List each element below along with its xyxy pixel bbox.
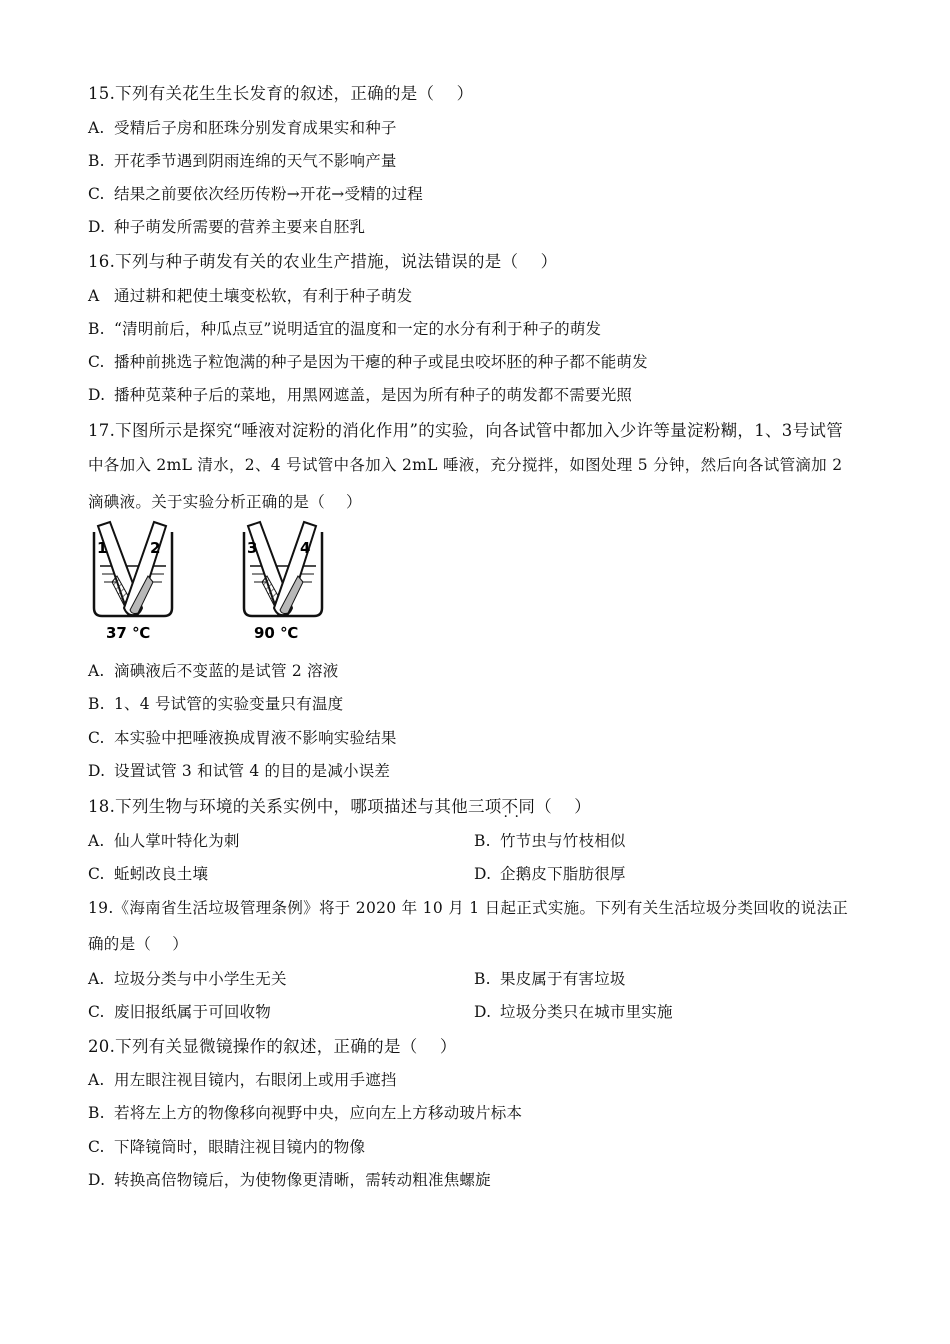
q17-option-c: C. 本实验中把唾液换成胃液不影响实验结果 <box>88 729 397 747</box>
emphasis-dots: 不同 · · <box>502 797 536 816</box>
q16-option-a: A 通过耕和耙使土壤变松软，有利于种子萌发 <box>88 287 413 305</box>
temperature-label-37: 37 ℃ <box>106 624 151 642</box>
q16-option-b: B. “清明前后，种瓜点豆”说明适宜的温度和一定的水分有利于种子的萌发 <box>88 320 602 338</box>
q15-option-b: B. 开花季节遇到阴雨连绵的天气不影响产量 <box>88 152 397 170</box>
beakers-diagram <box>86 520 326 645</box>
tube-label-2: 2 <box>150 539 161 557</box>
question-19-stem-line-1: 19.《海南省生活垃圾管理条例》将于 2020 年 10 月 1 日起正式实施。下列有关生活垃圾分类回收的说法正 <box>88 899 849 917</box>
q20-option-c: C. 下降镜筒时，眼睛注视目镜内的物像 <box>88 1138 366 1156</box>
question-20-stem: 20.下列有关显微镜操作的叙述，正确的是（ ） <box>88 1037 457 1056</box>
question-17-stem-line-1: 17.下图所示是探究“唾液对淀粉的消化作用”的实验，向各试管中都加入少许等量淀粉糊，1、3号试管 <box>88 421 844 440</box>
q15-option-c: C. 结果之前要依次经历传粉→开花→受精的过程 <box>88 185 423 203</box>
q16-option-d: D. 播种苋菜种子后的菜地，用黑网遮盖，是因为所有种子的萌发都不需要光照 <box>88 386 633 404</box>
q18-option-c: C. 蚯蚓改良土壤 <box>88 865 209 883</box>
q15-option-a: A. 受精后子房和胚珠分别发育成果实和种子 <box>88 119 397 137</box>
q20-option-b: B. 若将左上方的物像移向视野中央，应向左上方移动玻片标本 <box>88 1104 523 1122</box>
beaker-37 <box>94 522 172 616</box>
q20-option-a: A. 用左眼注视目镜内，右眼闭上或用手遮挡 <box>88 1071 397 1089</box>
tube-label-1: 1 <box>97 539 108 557</box>
q18-option-d: D. 企鹅皮下脂肪很厚 <box>474 865 626 883</box>
experiment-figure <box>86 520 326 645</box>
q16-option-c: C. 播种前挑选子粒饱满的种子是因为干瘪的种子或昆虫咬坏胚的种子都不能萌发 <box>88 353 648 371</box>
question-17-stem-line-3: 滴碘液。关于实验分析正确的是（ ） <box>88 493 362 511</box>
question-19-stem-line-2: 确的是（ ） <box>88 935 189 953</box>
q15-option-d: D. 种子萌发所需要的营养主要来自胚乳 <box>88 218 366 236</box>
q17-option-a: A. 滴碘液后不变蓝的是试管 2 溶液 <box>88 662 339 680</box>
tube-label-4: 4 <box>300 539 311 557</box>
q19-option-c: C. 废旧报纸属于可回收物 <box>88 1003 272 1021</box>
question-16-stem: 16.下列与种子萌发有关的农业生产措施，说法错误的是（ ） <box>88 252 558 271</box>
q17-option-b: B. 1、4 号试管的实验变量只有温度 <box>88 695 344 713</box>
tube-label-3: 3 <box>247 539 258 557</box>
q17-option-d: D. 设置试管 3 和试管 4 的目的是减小误差 <box>88 762 391 780</box>
q18-option-a: A. 仙人掌叶特化为刺 <box>88 832 240 850</box>
temperature-label-90: 90 ℃ <box>254 624 299 642</box>
q19-option-d: D. 垃圾分类只在城市里实施 <box>474 1003 673 1021</box>
question-17-stem-line-2: 中各加入 2mL 清水，2、4 号试管中各加入 2mL 唾液，充分搅拌，如图处理 5 分钟，然后向各试管滴加 2 <box>88 456 843 474</box>
q19-option-a: A. 垃圾分类与中小学生无关 <box>88 970 287 988</box>
q20-option-d: D. 转换高倍物镜后，为使物像更清晰，需转动粗准焦螺旋 <box>88 1171 491 1189</box>
q19-option-b: B. 果皮属于有害垃圾 <box>474 970 626 988</box>
question-15-stem: 15.下列有关花生生长发育的叙述，正确的是（ ） <box>88 84 474 103</box>
beaker-90 <box>244 522 322 616</box>
question-18-stem: 18.下列生物与环境的关系实例中，哪项描述与其他三项不同 · ·（ ） <box>88 793 591 817</box>
q18-option-b: B. 竹节虫与竹枝相似 <box>474 832 626 850</box>
